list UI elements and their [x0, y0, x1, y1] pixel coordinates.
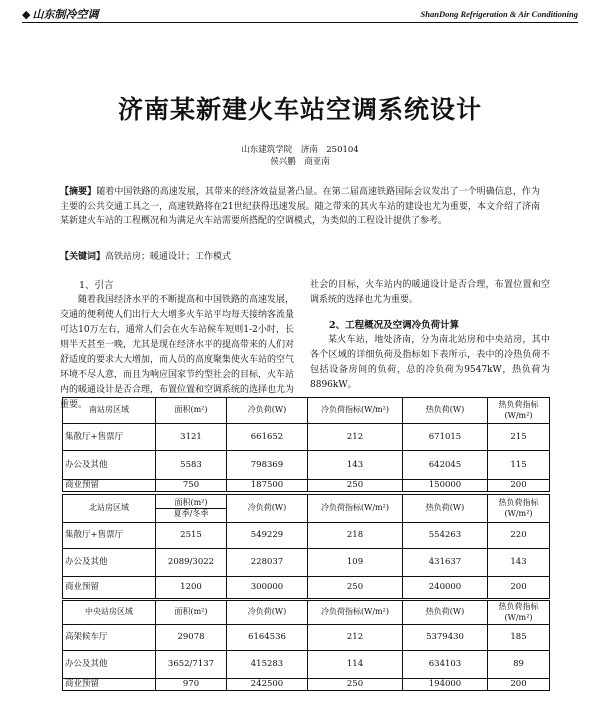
table-cell: 212 [308, 625, 403, 651]
table-header-cell: 热负荷指标(W/m²) [488, 398, 550, 424]
table-cell: 642045 [403, 451, 488, 480]
table-cell: 300000 [227, 577, 308, 599]
journal-name-cn [22, 6, 98, 22]
table-cell: 634103 [403, 651, 488, 679]
table-cell: 242500 [227, 679, 308, 691]
table-cell: 143 [488, 549, 550, 577]
table-cell: 5583 [156, 451, 227, 480]
table-cell: 29078 [156, 625, 227, 651]
section-heading: 2、工程概况及空调冷负荷计算 [329, 320, 460, 331]
section-paragraph: 随着我国经济水平的不断提高和中国铁路的高速发展，交通的便利使人们出行大大增多火车站平均每天接纳客流量可达10万左右，通常人们会在火车站候车短则1-2小时，长则半天甚至一晚，尤其是现在经济水平的提高带来的人们对舒适度的要求大大增加，而人员的高度聚集使火车站的空气环境不尽人意，而且为响应国家节约型社会的目标，火车站内的暖通设计是否合理，布置位置和空调系统的选择也尤为重要。 [60, 295, 294, 410]
table-cell: 89 [488, 651, 550, 679]
table-cell: 高架候车厅 [63, 625, 156, 651]
table-cell: 240000 [403, 577, 488, 599]
table-header-cell [156, 495, 227, 523]
table-cell: 200 [488, 679, 550, 691]
table-cell: 194000 [403, 679, 488, 691]
table-cell: 办公及其他 [63, 451, 156, 480]
body-left-column [60, 278, 294, 413]
table-header-cell: 冷负荷(W) [227, 601, 308, 625]
table-row [63, 424, 550, 451]
table-cell: 143 [308, 451, 403, 480]
table-cell: 5379430 [403, 625, 488, 651]
table-cell: 3652/7137 [156, 651, 227, 679]
diamond-icon: ◆ [22, 7, 31, 21]
table-header-cell: 热负荷指标(W/m²) [488, 601, 550, 625]
table-cell: 212 [308, 424, 403, 451]
table-cell: 商业预留 [63, 577, 156, 599]
table-header-cell: 热负荷(W) [403, 398, 488, 424]
table-header-row [63, 495, 550, 523]
table-cell: 661652 [227, 424, 308, 451]
table-header-cell: 冷负荷指标(W/m²) [308, 398, 403, 424]
table-cell: 3121 [156, 424, 227, 451]
table-header-cell: 冷负荷(W) [227, 495, 308, 523]
central-station-load-table [62, 600, 550, 691]
body-right-column [310, 278, 550, 393]
north-station-load-table [62, 494, 550, 599]
table-cell: 250 [308, 679, 403, 691]
running-header [22, 6, 578, 23]
table-cell: 218 [308, 523, 403, 549]
abstract [60, 185, 540, 229]
table-cell: 办公及其他 [63, 651, 156, 679]
table-header-cell: 中央站房区域 [63, 601, 156, 625]
table-row [63, 523, 550, 549]
section-paragraph-continued: 社会的目标，火车站内的暖通设计是否合理，布置位置和空调系统的选择也尤为重要。 [310, 280, 550, 305]
table-cell: 109 [308, 549, 403, 577]
table-cell: 187500 [227, 480, 308, 492]
journal-name-cn-text: 山东制冷空调 [32, 8, 99, 21]
table-header-cell: 冷负荷指标(W/m²) [308, 495, 403, 523]
paper-title: 济南某新建火车站空调系统设计 [117, 95, 482, 124]
table-cell: 集散厅+售票厅 [63, 523, 156, 549]
table-header-cell: 北站房区域 [63, 495, 156, 523]
table-row [63, 625, 550, 651]
table-cell: 415283 [227, 651, 308, 679]
area-header-label: 面积(m²) [174, 497, 208, 507]
table-cell: 办公及其他 [63, 549, 156, 577]
table-cell: 970 [156, 679, 227, 691]
table-cell: 250 [308, 480, 403, 492]
table-header-cell: 热负荷(W) [403, 495, 488, 523]
table-cell: 750 [156, 480, 227, 492]
table-row [63, 651, 550, 679]
table-cell: 554263 [403, 523, 488, 549]
table-cell: 200 [488, 480, 550, 492]
table-cell: 250 [308, 577, 403, 599]
table-cell: 220 [488, 523, 550, 549]
table-header-cell: 热负荷(W) [403, 601, 488, 625]
table-cell: 215 [488, 424, 550, 451]
abstract-text: 随着中国铁路的高速发展，其带来的经济效益显著凸显。在第二届高速铁路国际会议发出了一个明确信息，作为主要的公共交通工具之一，高速铁路将在21世纪获得迅速发展。随之带来的其火车站的建设也尤为重要，本文介绍了济南某新建火车站的工程概况和为满足火车站需要所搭配的空调模式，为类似的工程设计提供了参考。 [60, 187, 540, 226]
table-cell: 549229 [227, 523, 308, 549]
table-cell: 6164536 [227, 625, 308, 651]
affiliation-authors: 侯兴鹏 商亚南 [270, 157, 330, 167]
table-row [63, 577, 550, 599]
keywords [60, 250, 540, 264]
table-header-cell: 冷负荷指标(W/m²) [308, 601, 403, 625]
table-cell: 1200 [156, 577, 227, 599]
table-cell: 115 [488, 451, 550, 480]
table-header-cell: 面积(m²) [156, 398, 227, 424]
table-cell: 671015 [403, 424, 488, 451]
abstract-label: 【摘要】 [60, 187, 97, 197]
table-header-cell: 南站房区域 [63, 398, 156, 424]
journal-name-en: ShanDong Refrigeration & Air Conditioning [420, 9, 578, 19]
keywords-text: 高铁站房；暖通设计；工作模式 [105, 252, 232, 262]
keywords-label: 【关键词】 [60, 252, 106, 262]
table-cell: 431637 [403, 549, 488, 577]
south-station-load-table [62, 397, 550, 492]
affiliation-institution: 山东建筑学院 济南 250104 [241, 145, 359, 155]
table-cell: 商业预留 [63, 679, 156, 691]
area-header-subtitle: 夏季/冬季 [156, 508, 226, 520]
table-row [63, 679, 550, 691]
table-header-row [63, 601, 550, 625]
table-header-cell: 热负荷指标(W/m²) [488, 495, 550, 523]
table-cell: 228037 [227, 549, 308, 577]
table-cell: 集散厅+售票厅 [63, 424, 156, 451]
section-paragraph: 某火车站，地处济南，分为南北站房和中央站房，其中各个区域的详细负荷及指标如下表所示，表中的冷热负荷不包括设备房间的负荷，总的冷负荷为9547kW，热负荷为8896kW。 [310, 335, 550, 390]
table-cell: 商业预留 [63, 480, 156, 492]
section-heading: 1、引言 [79, 280, 114, 291]
table-cell: 2515 [156, 523, 227, 549]
affiliation [0, 144, 600, 168]
table-header-row [63, 398, 550, 424]
table-cell: 200 [488, 577, 550, 599]
table-cell: 798369 [227, 451, 308, 480]
table-cell: 185 [488, 625, 550, 651]
table-row [63, 549, 550, 577]
table-cell: 150000 [403, 480, 488, 492]
table-cell: 2089/3022 [156, 549, 227, 577]
table-row [63, 451, 550, 480]
table-header-cell: 面积(m²) [156, 601, 227, 625]
table-row [63, 480, 550, 492]
table-cell: 114 [308, 651, 403, 679]
table-header-cell: 冷负荷(W) [227, 398, 308, 424]
